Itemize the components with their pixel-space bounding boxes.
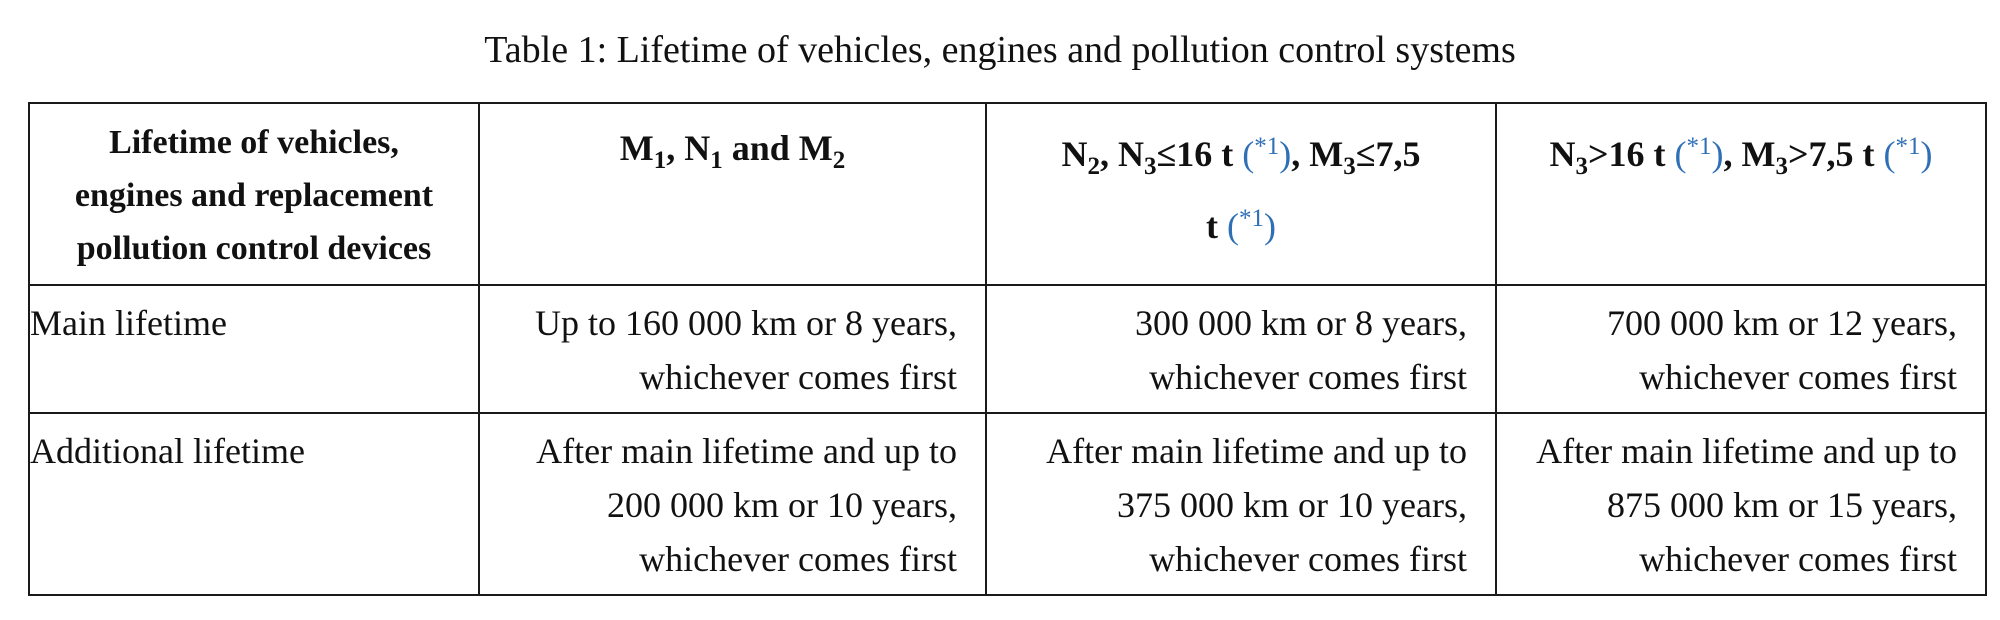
- header-col3-d-sub: 3: [1343, 153, 1356, 180]
- header-col3-d: , M: [1291, 134, 1344, 174]
- header-col4-c: , M: [1723, 134, 1776, 174]
- table-header-row: [29, 103, 1986, 285]
- cell-line: whichever comes first: [1149, 539, 1467, 579]
- header-m1-n1-m2: [479, 103, 986, 285]
- header-col3-e: ≤7,5: [1355, 134, 1421, 174]
- header-col1-line3: pollution control devices: [76, 230, 432, 267]
- header-col3-line1: [987, 118, 1495, 190]
- cell-line: 875 000 km or 15 years,: [1607, 485, 1957, 525]
- footnote-ref-link[interactable]: ($^{*1}$): [1883, 133, 1933, 174]
- table-cell: [986, 285, 1496, 413]
- table-cell: [479, 285, 986, 413]
- cell-line: whichever comes first: [1639, 357, 1957, 397]
- table-row-additional-lifetime: [29, 413, 1986, 595]
- cell-line: whichever comes first: [639, 357, 957, 397]
- lifetime-table: [28, 102, 1987, 596]
- header-n3-m3-heavy: [1496, 103, 1986, 285]
- header-col1-line2: engines and replacement: [74, 177, 434, 214]
- header-col1-line1: Lifetime of vehicles,: [109, 124, 399, 161]
- header-col2-sep1: , N: [666, 128, 711, 168]
- header-col4-d: >7,5 t: [1787, 134, 1884, 174]
- header-n2-n3-m3: [986, 103, 1496, 285]
- header-lifetime-category: [29, 103, 479, 285]
- cell-line: After main lifetime and up to: [1536, 431, 1957, 471]
- header-col4-a: N: [1549, 134, 1576, 174]
- row-label: Main lifetime: [29, 285, 479, 413]
- header-col3-c: ≤16 t: [1156, 134, 1243, 174]
- cell-line: whichever comes first: [1149, 357, 1467, 397]
- table-cell: [1496, 285, 1986, 413]
- header-col4-b: >16 t: [1587, 134, 1675, 174]
- table-caption: Table 1: Lifetime of vehicles, engines and pollution control systems: [484, 29, 1516, 71]
- header-col2-sep2: and M: [722, 128, 833, 168]
- header-col3-b-sub: 3: [1144, 153, 1157, 180]
- footnote-ref-link[interactable]: ($^{*1}$): [1242, 133, 1292, 174]
- footnote-ref-link[interactable]: ($^{*1}$): [1674, 133, 1724, 174]
- header-col4-c-sub: 3: [1775, 153, 1788, 180]
- cell-line: whichever comes first: [639, 539, 957, 579]
- header-col3-b: , N: [1100, 134, 1144, 174]
- header-col3-a-sub: 2: [1087, 153, 1100, 180]
- table-cell: [1496, 413, 1986, 595]
- cell-line: 375 000 km or 10 years,: [1117, 485, 1467, 525]
- table-cell: [986, 413, 1496, 595]
- header-col3-line2: [987, 190, 1495, 262]
- footnote-ref-link[interactable]: ($^{*1}$): [1227, 205, 1276, 246]
- cell-line: Up to 160 000 km or 8 years,: [535, 303, 957, 343]
- header-col4-a-sub: 3: [1575, 153, 1588, 180]
- header-col3-a: N: [1061, 134, 1088, 174]
- row-label: Additional lifetime: [29, 413, 479, 595]
- header-col2-m1: M: [619, 128, 654, 168]
- header-col2-m2-sub: 2: [832, 147, 846, 174]
- header-col3-f: t: [1206, 206, 1227, 246]
- cell-line: 700 000 km or 12 years,: [1607, 303, 1957, 343]
- cell-line: whichever comes first: [1639, 539, 1957, 579]
- cell-line: 200 000 km or 10 years,: [607, 485, 957, 525]
- header-col2-m1-sub: 1: [653, 147, 667, 174]
- table-row-main-lifetime: [29, 285, 1986, 413]
- cell-line: 300 000 km or 8 years,: [1135, 303, 1467, 343]
- cell-line: After main lifetime and up to: [536, 431, 957, 471]
- header-col2-n1-sub: 1: [710, 147, 723, 174]
- table-cell: [479, 413, 986, 595]
- cell-line: After main lifetime and up to: [1046, 431, 1467, 471]
